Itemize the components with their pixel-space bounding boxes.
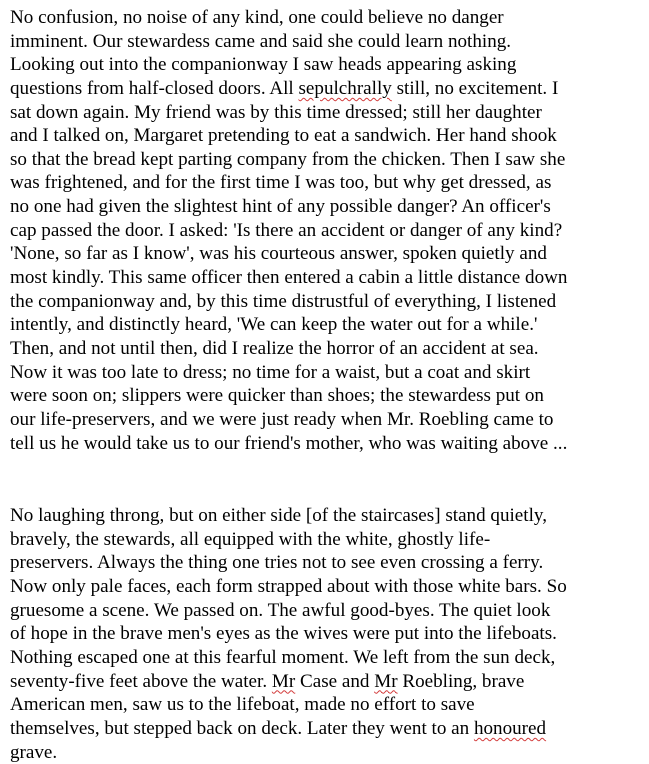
text-run: so that the bread kept parting company from the chicken. Then I saw she	[10, 148, 566, 170]
text-run: bravely, the stewards, all equipped with the white, ghostly life-	[10, 528, 491, 550]
text-run: imminent. Our stewardess came and said she could learn nothing.	[10, 30, 512, 52]
text-run: gruesome a scene. We passed on. The awful good-byes. The quiet look	[10, 599, 551, 621]
text-line	[10, 266, 640, 290]
text-run: of hope in the brave men's eyes as the wives were put into the lifeboats.	[10, 623, 557, 645]
text-line	[10, 6, 640, 30]
text-run: still, no excitement. I	[391, 77, 559, 99]
text-run: and I talked on, Margaret pretending to eat a sandwich. Her hand shook	[10, 125, 557, 147]
text-line	[10, 646, 640, 670]
text-run: 'None, so far as I know', was his courteous answer, spoken quietly and	[10, 243, 547, 265]
text-line	[10, 171, 640, 195]
text-line	[10, 195, 640, 219]
text-run: themselves, but stepped back on deck. Later they went to an	[10, 717, 474, 739]
text-run: No laughing throng, but on either side [of the staircases] stand quietly,	[10, 505, 547, 527]
text-line	[10, 30, 640, 54]
text-line	[10, 599, 640, 623]
text-line	[10, 53, 640, 77]
text-run: sat down again. My friend was by this time dressed; still her daughter	[10, 101, 542, 123]
text-line	[10, 551, 640, 575]
text-run: Looking out into the companionway I saw heads appearing asking	[10, 54, 517, 76]
text-line	[10, 622, 640, 646]
text-run: Case and	[295, 670, 375, 692]
text-run: Roebling, brave	[397, 670, 525, 692]
text-line	[10, 504, 640, 528]
text-run: Now it was too late to dress; no time for a waist, but a coat and skirt	[10, 361, 531, 383]
text-run: were soon on; slippers were quicker than shoes; the stewardess put on	[10, 385, 544, 407]
text-line	[10, 693, 640, 717]
text-line	[10, 124, 640, 148]
text-line	[10, 101, 640, 125]
text-line	[10, 242, 640, 266]
text-run: Now only pale faces, each form strapped about with those white bars. So	[10, 576, 567, 598]
text-run: seventy-five feet above the water.	[10, 670, 272, 692]
text-line	[10, 528, 640, 552]
text-run: Nothing escaped one at this fearful moment. We left from the sun deck,	[10, 647, 556, 669]
document-body	[10, 6, 640, 764]
text-line	[10, 219, 640, 243]
text-run: cap passed the door. I asked: 'Is there an accident or danger of any kind?	[10, 219, 563, 241]
text-run: our life-preservers, and we were just ready when Mr. Roebling came to	[10, 408, 554, 430]
text-run: no one had given the slightest hint of any possible danger? An officer's	[10, 196, 551, 218]
text-line	[10, 361, 640, 385]
spellcheck-flagged-word[interactable]: Mr	[271, 670, 296, 692]
text-run: was frightened, and for the first time I was too, but why get dressed, as	[10, 172, 552, 194]
text-line	[10, 313, 640, 337]
text-run: intently, and distinctly heard, 'We can keep the water out for a while.'	[10, 314, 538, 336]
paragraph-1	[10, 6, 640, 455]
text-line	[10, 408, 640, 432]
text-line	[10, 670, 640, 694]
text-line	[10, 337, 640, 361]
spellcheck-flagged-word[interactable]: sepulchrally	[298, 77, 392, 99]
text-line	[10, 717, 640, 741]
text-run: preservers. Always the thing one tries not to see even crossing a ferry.	[10, 552, 544, 574]
text-run: grave.	[10, 741, 58, 763]
text-run: the companionway and, by this time distrustful of everything, I listened	[10, 290, 557, 312]
text-run: most kindly. This same officer then entered a cabin a little distance down	[10, 267, 568, 289]
spellcheck-flagged-word[interactable]: Mr	[374, 670, 398, 692]
text-line	[10, 432, 640, 456]
text-line	[10, 384, 640, 408]
text-line	[10, 741, 640, 764]
text-line	[10, 575, 640, 599]
spellcheck-flagged-word[interactable]: honoured	[473, 717, 547, 739]
paragraph-2	[10, 504, 640, 764]
text-line	[10, 290, 640, 314]
text-run: No confusion, no noise of any kind, one could believe no danger	[10, 7, 504, 28]
text-run: American men, saw us to the lifeboat, made no effort to save	[10, 694, 475, 716]
paragraph-gap	[10, 455, 640, 504]
text-run: questions from half-closed doors. All	[10, 77, 299, 99]
text-run: Then, and not until then, did I realize the horror of an accident at sea.	[10, 337, 539, 359]
text-line	[10, 148, 640, 172]
text-run: tell us he would take us to our friend's mother, who was waiting above ...	[10, 432, 568, 454]
text-line	[10, 77, 640, 101]
